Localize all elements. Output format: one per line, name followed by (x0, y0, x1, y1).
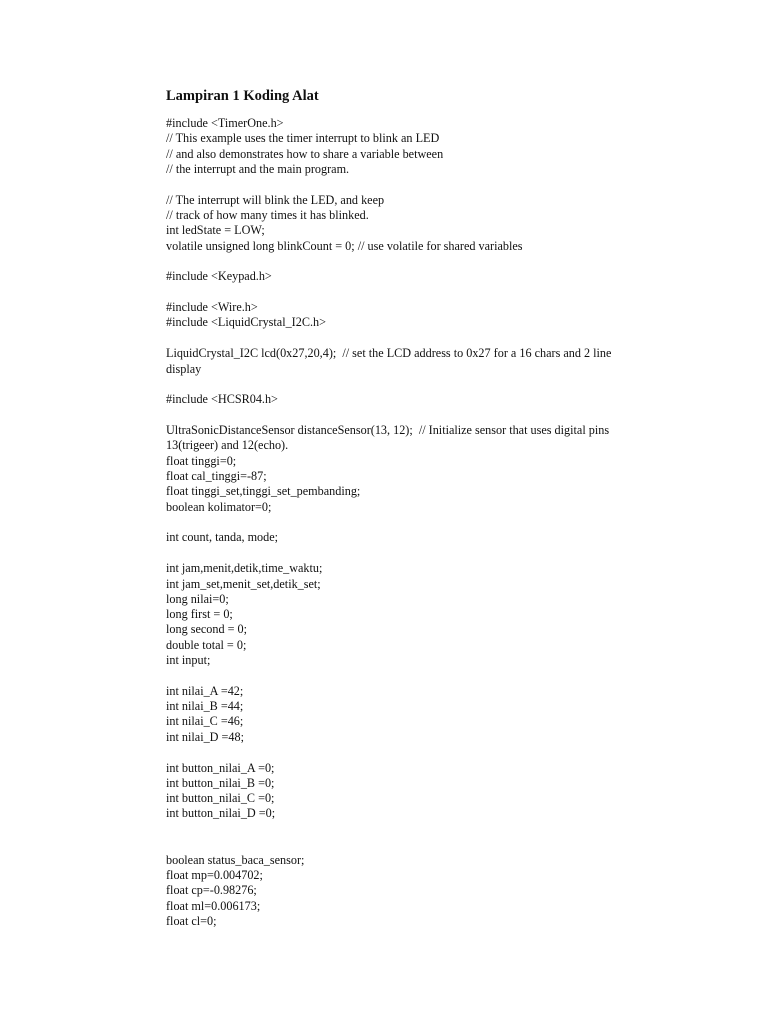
code-block (166, 193, 726, 254)
code-line: int button_nilai_D =0; (166, 806, 276, 821)
code-line: float ml=0.006173; (166, 898, 261, 913)
code-line: // track of how many times it has blinked. (166, 207, 369, 222)
code-line: int nilai_C =46; (166, 714, 244, 729)
code-line: LiquidCrystal_I2C lcd(0x27,20,4); // set the LCD address to 0x27 for a 16 chars and 2 line (166, 346, 612, 361)
code-line: float cl=0; (166, 913, 217, 928)
code-block (166, 392, 726, 407)
code-line: boolean kolimator=0; (166, 499, 272, 514)
code-line: // the interrupt and the main program. (166, 161, 350, 176)
code-line: int input; (166, 653, 211, 668)
code-line: long nilai=0; (166, 591, 229, 606)
code-line: float mp=0.004702; (166, 867, 263, 882)
code-line: float cal_tinggi=-87; (166, 469, 267, 484)
code-line: display (166, 361, 202, 376)
code-line: int nilai_A =42; (166, 683, 244, 698)
document-title: Lampiran 1 Koding Alat (166, 88, 319, 104)
code-line: long first = 0; (166, 607, 233, 622)
code-line: #include <LiquidCrystal_I2C.h> (166, 315, 326, 330)
code-line: int jam,menit,detik,time_waktu; (166, 561, 323, 576)
code-line: float tinggi=0; (166, 453, 237, 468)
code-line: int ledState = LOW; (166, 223, 265, 238)
code-line: 13(trigeer) and 12(echo). (166, 438, 289, 453)
code-line: int nilai_D =48; (166, 729, 244, 744)
code-line: float cp=-0.98276; (166, 883, 257, 898)
code-block (166, 116, 726, 177)
code-line: #include <Keypad.h> (166, 269, 272, 284)
code-line: int nilai_B =44; (166, 699, 244, 714)
code-line: // This example uses the timer interrupt to blink an LED (166, 131, 440, 146)
code-line: long second = 0; (166, 622, 248, 637)
code-line: #include <TimerOne.h> (166, 116, 284, 130)
code-line: int count, tanda, mode; (166, 530, 279, 545)
code-line: int jam_set,menit_set,detik_set; (166, 576, 321, 591)
code-line: int button_nilai_A =0; (166, 760, 275, 775)
code-block (166, 300, 726, 331)
code-line: UltraSonicDistanceSensor distanceSensor(13, 12); // Initialize sensor that uses digital pins (166, 423, 610, 438)
code-line: volatile unsigned long blinkCount = 0; // use volatile for shared variables (166, 238, 523, 253)
code-block (166, 530, 726, 545)
code-line: double total = 0; (166, 637, 247, 652)
code-line: int button_nilai_B =0; (166, 775, 275, 790)
code-block (166, 269, 726, 284)
code-block (166, 853, 726, 929)
code-listing (166, 116, 726, 929)
code-line: int button_nilai_C =0; (166, 791, 275, 806)
code-line: #include <HCSR04.h> (166, 392, 278, 407)
code-line: // and also demonstrates how to share a variable between (166, 146, 444, 161)
code-line: // The interrupt will blink the LED, and keep (166, 192, 385, 207)
code-block (166, 423, 726, 515)
code-line: float tinggi_set,tinggi_set_pembanding; (166, 484, 361, 499)
document-body (166, 86, 726, 945)
code-block (166, 761, 726, 822)
code-line: boolean status_baca_sensor; (166, 852, 305, 867)
code-block (166, 561, 726, 668)
code-block (166, 346, 726, 377)
code-line: #include <Wire.h> (166, 300, 258, 315)
code-block (166, 684, 726, 745)
